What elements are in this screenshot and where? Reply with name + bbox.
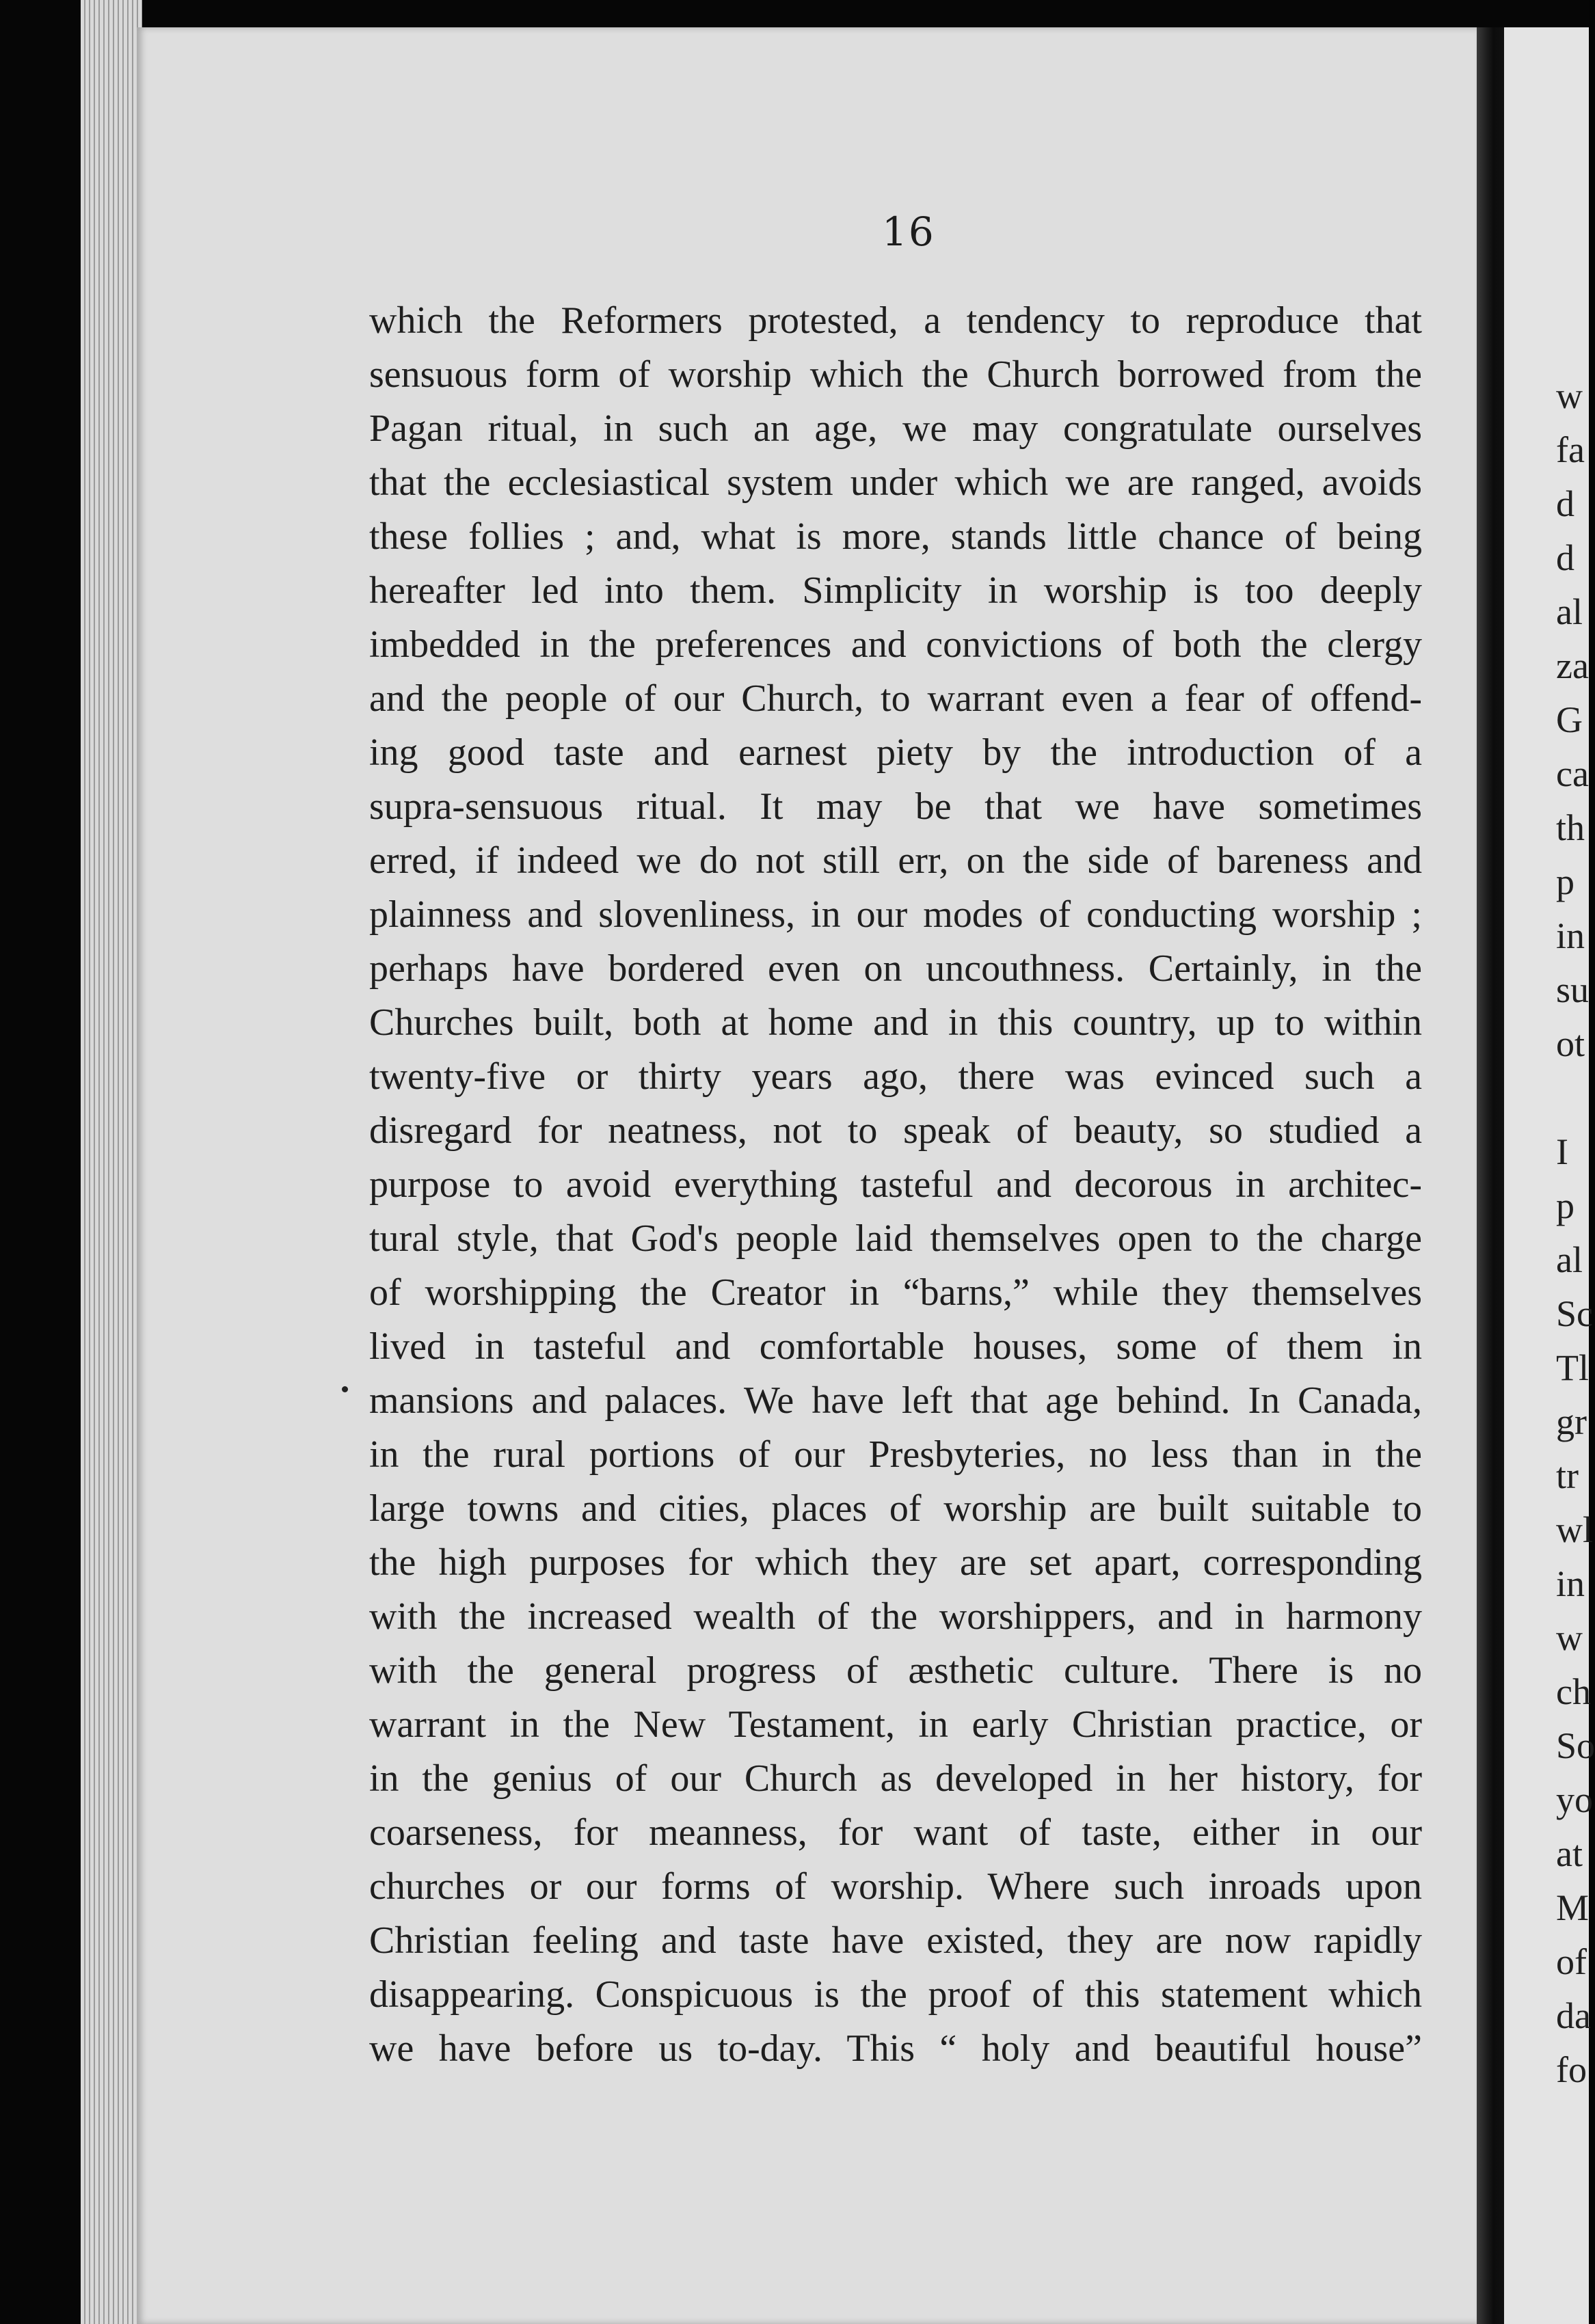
text-line: purpose to avoid everything tasteful and decorous in architec- <box>369 1163 1422 1206</box>
text-line: twenty-five or thirty years ago, there was evinced such a <box>369 1055 1422 1098</box>
text-line: churches or our forms of worship. Where such inroads upon <box>369 1865 1422 1908</box>
text-line: perhaps have bordered even on uncouthness. Certainly, in the <box>369 947 1422 990</box>
facing-fragment: of <box>1556 1941 1587 1982</box>
facing-fragment: in <box>1556 1563 1585 1604</box>
facing-fragment: d <box>1556 537 1574 578</box>
text-line: imbedded in the preferences and convictions of both the clergy <box>369 623 1422 666</box>
facing-fragment: ch <box>1556 1671 1591 1712</box>
text-line: erred, if indeed we do not still err, on the side of bareness and <box>369 839 1422 882</box>
text-line: the high purposes for which they are set apart, corresponding <box>369 1541 1422 1584</box>
facing-fragment: fo <box>1556 2049 1587 2090</box>
facing-fragment: G <box>1556 699 1583 740</box>
facing-fragment: I <box>1556 1131 1568 1172</box>
book-gutter <box>1477 27 1504 2324</box>
text-line: coarseness, for meanness, for want of taste, either in our <box>369 1811 1422 1854</box>
text-line: and the people of our Church, to warrant even a fear of offend- <box>369 677 1422 720</box>
text-line: we have before us to-day. This “ holy and beautiful house” <box>369 2027 1422 2070</box>
text-line: warrant in the New Testament, in early Christian practice, or <box>369 1703 1422 1746</box>
text-line: Pagan ritual, in such an age, we may congratulate ourselves <box>369 407 1422 450</box>
text-line: in the rural portions of our Presbyteries, no less than in the <box>369 1433 1422 1476</box>
facing-fragment: da <box>1556 1995 1591 2036</box>
facing-fragment: wl <box>1556 1509 1593 1550</box>
text-line: plainness and slovenliness, in our modes of conducting worship ; <box>369 893 1422 936</box>
text-line: tural style, that God's people laid themselves open to the charge <box>369 1217 1422 1260</box>
facing-fragment: So <box>1556 1725 1595 1766</box>
text-line: disregard for neatness, not to speak of beauty, so studied a <box>369 1109 1422 1152</box>
facing-fragment: in <box>1556 915 1585 956</box>
text-line: Christian feeling and taste have existed, they are now rapidly <box>369 1919 1422 1962</box>
text-line: supra-sensuous ritual. It may be that we have sometimes <box>369 785 1422 828</box>
text-line: that the ecclesiastical system under which we are ranged, avoids <box>369 461 1422 504</box>
facing-fragment: w <box>1556 375 1583 416</box>
text-line: large towns and cities, places of worship are built suitable to <box>369 1487 1422 1530</box>
ink-speck <box>342 1386 348 1392</box>
facing-page <box>1504 27 1595 2324</box>
text-line: mansions and palaces. We have left that age behind. In Canada, <box>369 1379 1422 1422</box>
text-line: of worshipping the Creator in “barns,” while they themselves <box>369 1271 1422 1314</box>
body-text <box>369 294 1422 2076</box>
facing-fragment: at <box>1556 1833 1583 1874</box>
text-line: with the increased wealth of the worshippers, and in harmony <box>369 1595 1422 1638</box>
text-line: in the genius of our Church as developed in her history, for <box>369 1757 1422 1800</box>
facing-fragment: gr <box>1556 1401 1587 1442</box>
facing-fragment: d <box>1556 483 1574 524</box>
facing-fragment: Sc <box>1556 1293 1593 1334</box>
facing-fragment: ca <box>1556 753 1589 794</box>
facing-page-text <box>1556 369 1595 2097</box>
facing-fragment: za <box>1556 645 1589 686</box>
facing-fragment: al <box>1556 591 1583 632</box>
text-line: with the general progress of æsthetic culture. There is no <box>369 1649 1422 1692</box>
facing-fragment: al <box>1556 1239 1583 1280</box>
text-line: disappearing. Conspicuous is the proof of this statement which <box>369 1973 1422 2016</box>
text-line: which the Reformers protested, a tendency to reproduce that <box>369 299 1422 342</box>
facing-fragment: su <box>1556 969 1590 1010</box>
text-line: lived in tasteful and comfortable houses, some of them in <box>369 1325 1422 1368</box>
page-number: 16 <box>882 208 935 255</box>
facing-fragment: p <box>1556 861 1574 902</box>
left-page-edges <box>81 0 142 2324</box>
text-line: sensuous form of worship which the Church borrowed from the <box>369 353 1422 396</box>
text-line: these follies ; and, what is more, stands little chance of being <box>369 515 1422 558</box>
facing-fragment: yo <box>1556 1779 1593 1820</box>
facing-fragment: w <box>1556 1617 1583 1658</box>
text-line: hereafter led into them. Simplicity in worship is too deeply <box>369 569 1422 612</box>
facing-fragment: th <box>1556 807 1585 848</box>
text-line: ing good taste and earnest piety by the introduction of a <box>369 731 1422 774</box>
facing-fragment: ot <box>1556 1023 1585 1064</box>
facing-fragment: M <box>1556 1887 1590 1928</box>
text-line: Churches built, both at home and in this country, up to within <box>369 1001 1422 1044</box>
paragraph-gap <box>1556 1071 1595 1125</box>
facing-fragment: fa <box>1556 429 1585 470</box>
facing-fragment: Tl <box>1556 1347 1589 1388</box>
facing-fragment: tr <box>1556 1455 1579 1496</box>
facing-fragment: p <box>1556 1185 1574 1226</box>
